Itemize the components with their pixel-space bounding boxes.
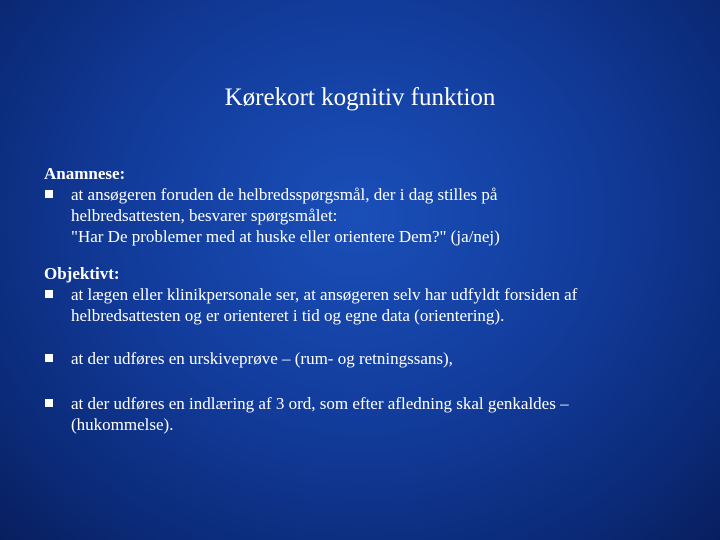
objektivt-bullet-3 — [44, 393, 684, 435]
bullet-line: "Har De problemer med at huske eller orientere Dem?" (ja/nej) — [71, 227, 500, 246]
bullet-line: at der udføres en indlæring af 3 ord, som efter afledning skal genkaldes – — [71, 394, 569, 413]
bullet-line: at ansøgeren foruden de helbredsspørgsmål, der i dag stilles på — [71, 185, 498, 204]
spacer — [44, 326, 684, 348]
slide-title: Kørekort kognitiv funktion — [224, 84, 496, 111]
anamnese-section — [44, 163, 684, 247]
bullet-line: at der udføres en urskiveprøve – (rum- og retningssans), — [71, 349, 453, 368]
square-bullet-icon — [45, 399, 53, 407]
bullet-line: (hukommelse). — [71, 415, 174, 434]
anamnese-heading: Anamnese: — [44, 164, 126, 183]
slide-body — [44, 163, 684, 435]
spacer — [44, 247, 684, 263]
square-bullet-icon — [45, 354, 53, 362]
anamnese-bullet — [44, 184, 684, 247]
square-bullet-icon — [45, 290, 53, 298]
objektivt-section — [44, 263, 684, 435]
spacer — [44, 369, 684, 393]
objektivt-bullet-2 — [44, 348, 684, 369]
objektivt-bullet-1 — [44, 284, 684, 326]
objektivt-heading: Objektivt: — [44, 264, 120, 283]
square-bullet-icon — [45, 190, 53, 198]
bullet-line: at lægen eller klinikpersonale ser, at ansøgeren selv har udfyldt forsiden af — [71, 285, 578, 304]
bullet-line: helbredsattesten og er orienteret i tid og egne data (orientering). — [71, 306, 505, 325]
bullet-line: helbredsattesten, besvarer spørgsmålet: — [71, 206, 338, 225]
